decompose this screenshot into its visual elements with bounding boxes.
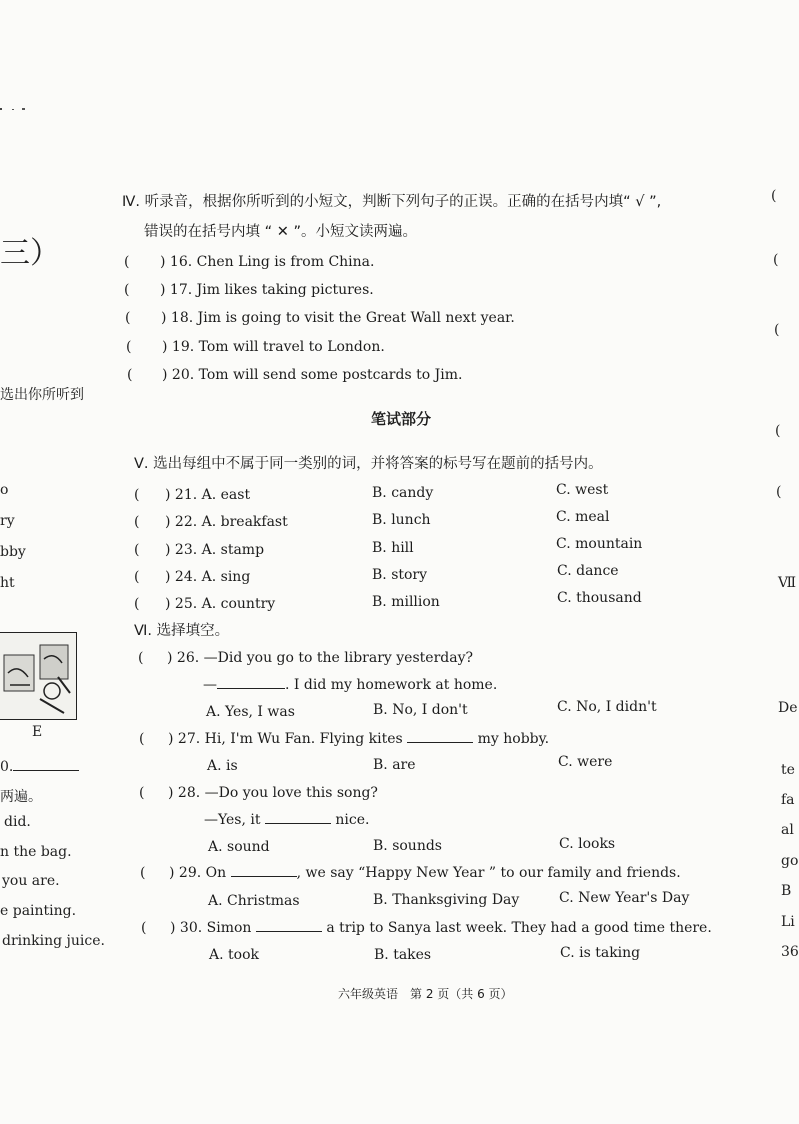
question-22-option-a: ) 22. A. breakfast xyxy=(165,514,288,530)
question-26-stem: ) 26. —Did you go to the library yesterday? xyxy=(167,650,473,666)
question-28-line2: —Yes, it nice. xyxy=(204,812,370,828)
question-16-paren[interactable]: ( xyxy=(124,254,130,270)
right-margin-paren: ( xyxy=(771,188,777,204)
section-5-title: Ⅴ. 选出每组中不属于同一类别的词，并将答案的标号写在题前的括号内。 xyxy=(134,456,603,472)
left-margin-text: 0. xyxy=(0,758,79,775)
left-margin-text: drinking juice. xyxy=(2,933,105,949)
question-16: ) 16. Chen Ling is from China. xyxy=(160,254,375,270)
page-footer: 六年级英语 第 2 页（共 6 页） xyxy=(338,987,513,1001)
left-margin-text: 两遍。 xyxy=(0,789,42,805)
question-21-option-a: ) 21. A. east xyxy=(165,487,251,503)
right-margin-text: B xyxy=(781,883,792,899)
right-margin-text: Li xyxy=(781,914,795,930)
question-25-option-c: C. thousand xyxy=(557,590,642,606)
right-margin-paren: ( xyxy=(776,484,782,500)
question-26-option-a: A. Yes, I was xyxy=(206,704,295,720)
question-23-option-b: B. hill xyxy=(372,540,414,556)
left-margin-text: bby xyxy=(0,544,26,560)
question-18-paren[interactable]: ( xyxy=(125,310,131,326)
question-23-option-c: C. mountain xyxy=(556,536,643,552)
question-19-paren[interactable]: ( xyxy=(126,339,132,355)
section-6-title: Ⅵ. 选择填空。 xyxy=(134,623,230,639)
question-27-paren[interactable]: ( xyxy=(139,731,145,747)
question-27-option-a: A. is xyxy=(207,758,238,774)
question-30-option-c: C. is taking xyxy=(560,945,641,961)
picture-e-drawing xyxy=(0,633,76,719)
question-23-paren[interactable]: ( xyxy=(134,542,140,558)
question-29-option-b: B. Thanksgiving Day xyxy=(373,892,520,908)
written-part-heading: 笔试部分 xyxy=(371,410,432,428)
question-24-option-b: B. story xyxy=(372,567,428,583)
answer-blank[interactable] xyxy=(217,676,285,689)
right-margin-text: al xyxy=(781,822,794,838)
answer-blank[interactable] xyxy=(407,730,473,743)
question-25-option-a: ) 25. A. country xyxy=(165,596,276,612)
question-27-stem: ) 27. Hi, I'm Wu Fan. Flying kites my hobby. xyxy=(168,731,550,747)
right-margin-text: fa xyxy=(781,792,795,808)
left-margin-text: ry xyxy=(0,513,15,529)
question-28-option-a: A. sound xyxy=(208,839,270,855)
question-22-option-c: C. meal xyxy=(556,509,610,525)
left-margin-text: ht xyxy=(0,575,15,591)
question-20: ) 20. Tom will send some postcards to Jim. xyxy=(162,367,463,383)
right-margin-text: go xyxy=(781,853,799,869)
left-margin-text: 选出你所听到 xyxy=(0,387,84,403)
right-margin-paren: ( xyxy=(773,252,779,268)
picture-label-e: E xyxy=(32,724,43,740)
question-18: ) 18. Jim is going to visit the Great Wall next year. xyxy=(161,310,515,326)
section-4-title: Ⅳ. 听录音，根据你所听到的小短文，判断下列句子的正误。正确的在括号内填“ √ ”, xyxy=(122,194,662,210)
question-26-line2: — . I did my homework at home. xyxy=(203,677,498,693)
question-21-paren[interactable]: ( xyxy=(134,487,140,503)
answer-blank[interactable] xyxy=(256,919,322,932)
question-30-paren[interactable]: ( xyxy=(141,920,147,936)
question-24-option-a: ) 24. A. sing xyxy=(165,569,251,585)
right-margin-paren: ( xyxy=(775,423,781,439)
question-24-option-c: C. dance xyxy=(557,563,619,579)
question-28-paren[interactable]: ( xyxy=(139,785,145,801)
question-23-option-a: ) 23. A. stamp xyxy=(165,542,265,558)
question-21-option-c: C. west xyxy=(556,482,609,498)
question-22-paren[interactable]: ( xyxy=(134,514,140,530)
question-22-option-b: B. lunch xyxy=(372,512,431,528)
question-28-option-c: C. looks xyxy=(559,836,616,852)
question-29-option-c: C. New Year's Day xyxy=(559,890,690,906)
question-21-option-b: B. candy xyxy=(372,485,434,501)
picture-e-illustration xyxy=(0,632,77,720)
question-25-option-b: B. million xyxy=(372,594,440,610)
question-20-paren[interactable]: ( xyxy=(127,367,133,383)
question-24-paren[interactable]: ( xyxy=(134,569,140,585)
question-29-paren[interactable]: ( xyxy=(140,865,146,881)
question-26-option-c: C. No, I didn't xyxy=(557,699,657,715)
left-margin-text: you are. xyxy=(2,873,60,889)
question-27-option-c: C. were xyxy=(558,754,613,770)
left-margin-heading-fragment: 三） xyxy=(0,236,60,271)
right-margin-text: te xyxy=(781,762,795,778)
left-margin-text: n the bag. xyxy=(0,844,72,860)
question-19: ) 19. Tom will travel to London. xyxy=(162,339,385,355)
answer-blank[interactable] xyxy=(265,811,331,824)
question-30-option-a: A. took xyxy=(209,947,259,963)
right-margin-text: De xyxy=(778,700,798,716)
question-28-option-b: B. sounds xyxy=(373,838,442,854)
left-margin-text: did. xyxy=(4,814,31,830)
question-25-paren[interactable]: ( xyxy=(134,596,140,612)
question-17-paren[interactable]: ( xyxy=(124,282,130,298)
question-17: ) 17. Jim likes taking pictures. xyxy=(160,282,374,298)
left-margin-text: o xyxy=(0,482,9,498)
answer-blank xyxy=(13,758,79,771)
question-26-option-b: B. No, I don't xyxy=(373,702,468,718)
right-margin-text: Ⅶ xyxy=(778,575,797,591)
right-margin-paren: ( xyxy=(774,322,780,338)
left-margin-text: e painting. xyxy=(0,903,77,919)
question-29-option-a: A. Christmas xyxy=(208,893,300,909)
question-29-stem: ) 29. On , we say “Happy New Year ” to our family and friends. xyxy=(169,865,681,881)
section-4-title-cont: 错误的在括号内填 “ ✕ ”。小短文读两遍。 xyxy=(144,224,417,240)
answer-blank[interactable] xyxy=(231,864,297,877)
right-margin-text: 36 xyxy=(781,944,799,960)
question-30-option-b: B. takes xyxy=(374,947,432,963)
question-30-stem: ) 30. Simon a trip to Sanya last week. They had a good time there. xyxy=(170,920,712,936)
question-28-stem: ) 28. —Do you love this song? xyxy=(168,785,378,801)
scan-specks xyxy=(0,100,40,120)
question-27-option-b: B. are xyxy=(373,757,416,773)
question-26-paren[interactable]: ( xyxy=(138,650,144,666)
